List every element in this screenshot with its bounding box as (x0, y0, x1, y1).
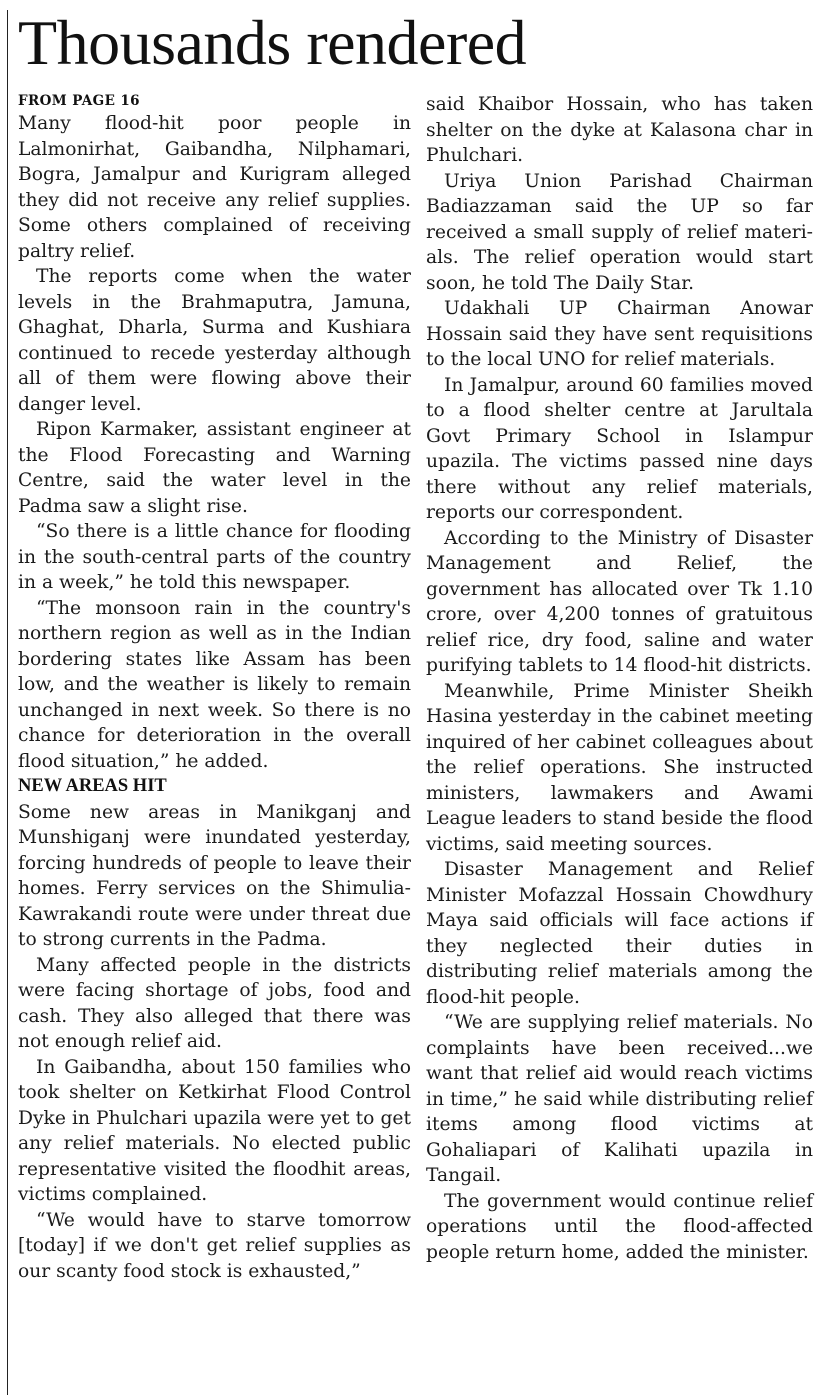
paragraph: Uriya Union Parishad Chairman Badiazzaman said the UP so far received a small supply of relief materials. The relief operation would start soon, he told The Daily Star. (426, 170, 813, 294)
paragraph: “We would have to starve tomorrow [today] if we don't get relief supplies as our scanty food stock is exhausted,” (18, 1209, 411, 1282)
paragraph: According to the Ministry of Disaster Management and Relief, the government has allocated over Tk 1.10 crore, over 4,200 tonnes of gratuitous relief rice, dry food, saline and water purifying tablets to 14 flood-hit districts. (426, 527, 813, 676)
paragraph: In Jamalpur, around 60 families moved to a flood shelter centre at Jarultala Govt Primary School in Islampur upazila. The victims passed nine days there without any relief materials, reports our correspondent. (426, 374, 813, 523)
paragraph: In Gaibandha, about 150 families who took shelter on Ketkirhat Flood Control Dyke in Phulchari upazila were yet to get any relief materials. No elected public representative visited the floodhit areas, victims complained. (18, 1056, 411, 1205)
paragraph: Udakhali UP Chairman Anowar Hossain said they have sent requisitions to the local UNO for relief materials. (426, 298, 813, 370)
jump-line: FROM PAGE 16 (18, 93, 140, 109)
headline: Thousands rendered (18, 7, 527, 78)
paragraph: said Khaibor Hossain, who has taken shelter on the dyke at Kalasona char in Phulchari. (426, 94, 813, 166)
paragraph: “So there is a little chance for flooding in the south-central parts of the country in a week,” he told this newspaper. (18, 521, 411, 593)
column-rule (7, 10, 8, 1395)
paragraph: Many flood-hit poor people in Lalmonirhat, Gaibandha, Nilphamari, Bogra, Jamalpur and Kurigram alleged they did not receive any relief supplies. Some others complained of receiving paltry relief. (18, 113, 411, 262)
paragraph: “We are supplying relief materials. No complaints have been received...we want that relief aid would reach victims in time,” he said while distributing relief items among flood victims at Gohaliapari of Kalihati upazila in Tangail. (426, 1012, 813, 1186)
paragraph: Disaster Management and Relief Minister Mofazzal Hossain Chowdhury Maya said officials will face actions if they neglected their duties in distributing relief materials among the flood-hit people. (426, 859, 813, 1008)
paragraph: The government would continue relief operations until the flood-affected people return home, added the minister. (426, 1190, 813, 1263)
paragraph: “The monsoon rain in the country's northern region as well as in the Indian bordering states like Assam has been low, and the weather is likely to remain unchanged in next week. So there is no chance for deterioration in the overall flood situation,” he added. (18, 597, 411, 772)
paragraph: Meanwhile, Prime Minister Sheikh Hasina yesterday in the cabinet meeting inquired of her cabinet colleagues about the relief operations. She instructed ministers, lawmakers and Awami League leaders to stand beside the flood victims, said meeting sources. (426, 680, 813, 855)
subheading: NEW AREAS HIT (18, 776, 167, 796)
left-column (18, 92, 411, 1284)
paragraph: Ripon Karmaker, assistant engineer at the Flood Forecasting and Warning Centre, said the water level in the Padma saw a slight rise. (18, 419, 411, 517)
paragraph: Some new areas in Manikganj and Munshiganj were inundated yesterday, forcing hundreds of people to leave their homes. Ferry services on the Shimulia-Kawrakandi route were under threat due to strong currents in the Padma. (18, 801, 411, 950)
paragraph: The reports come when the water levels in the Brahmaputra, Jamuna, Ghaghat, Dharla, Surma and Kushiara continued to recede yesterday although all of them were flowing above their danger level. (18, 266, 411, 415)
paragraph: Many affected people in the districts were facing shortage of jobs, food and cash. They also alleged that there was not enough relief aid. (18, 954, 411, 1052)
right-column (426, 92, 813, 1265)
